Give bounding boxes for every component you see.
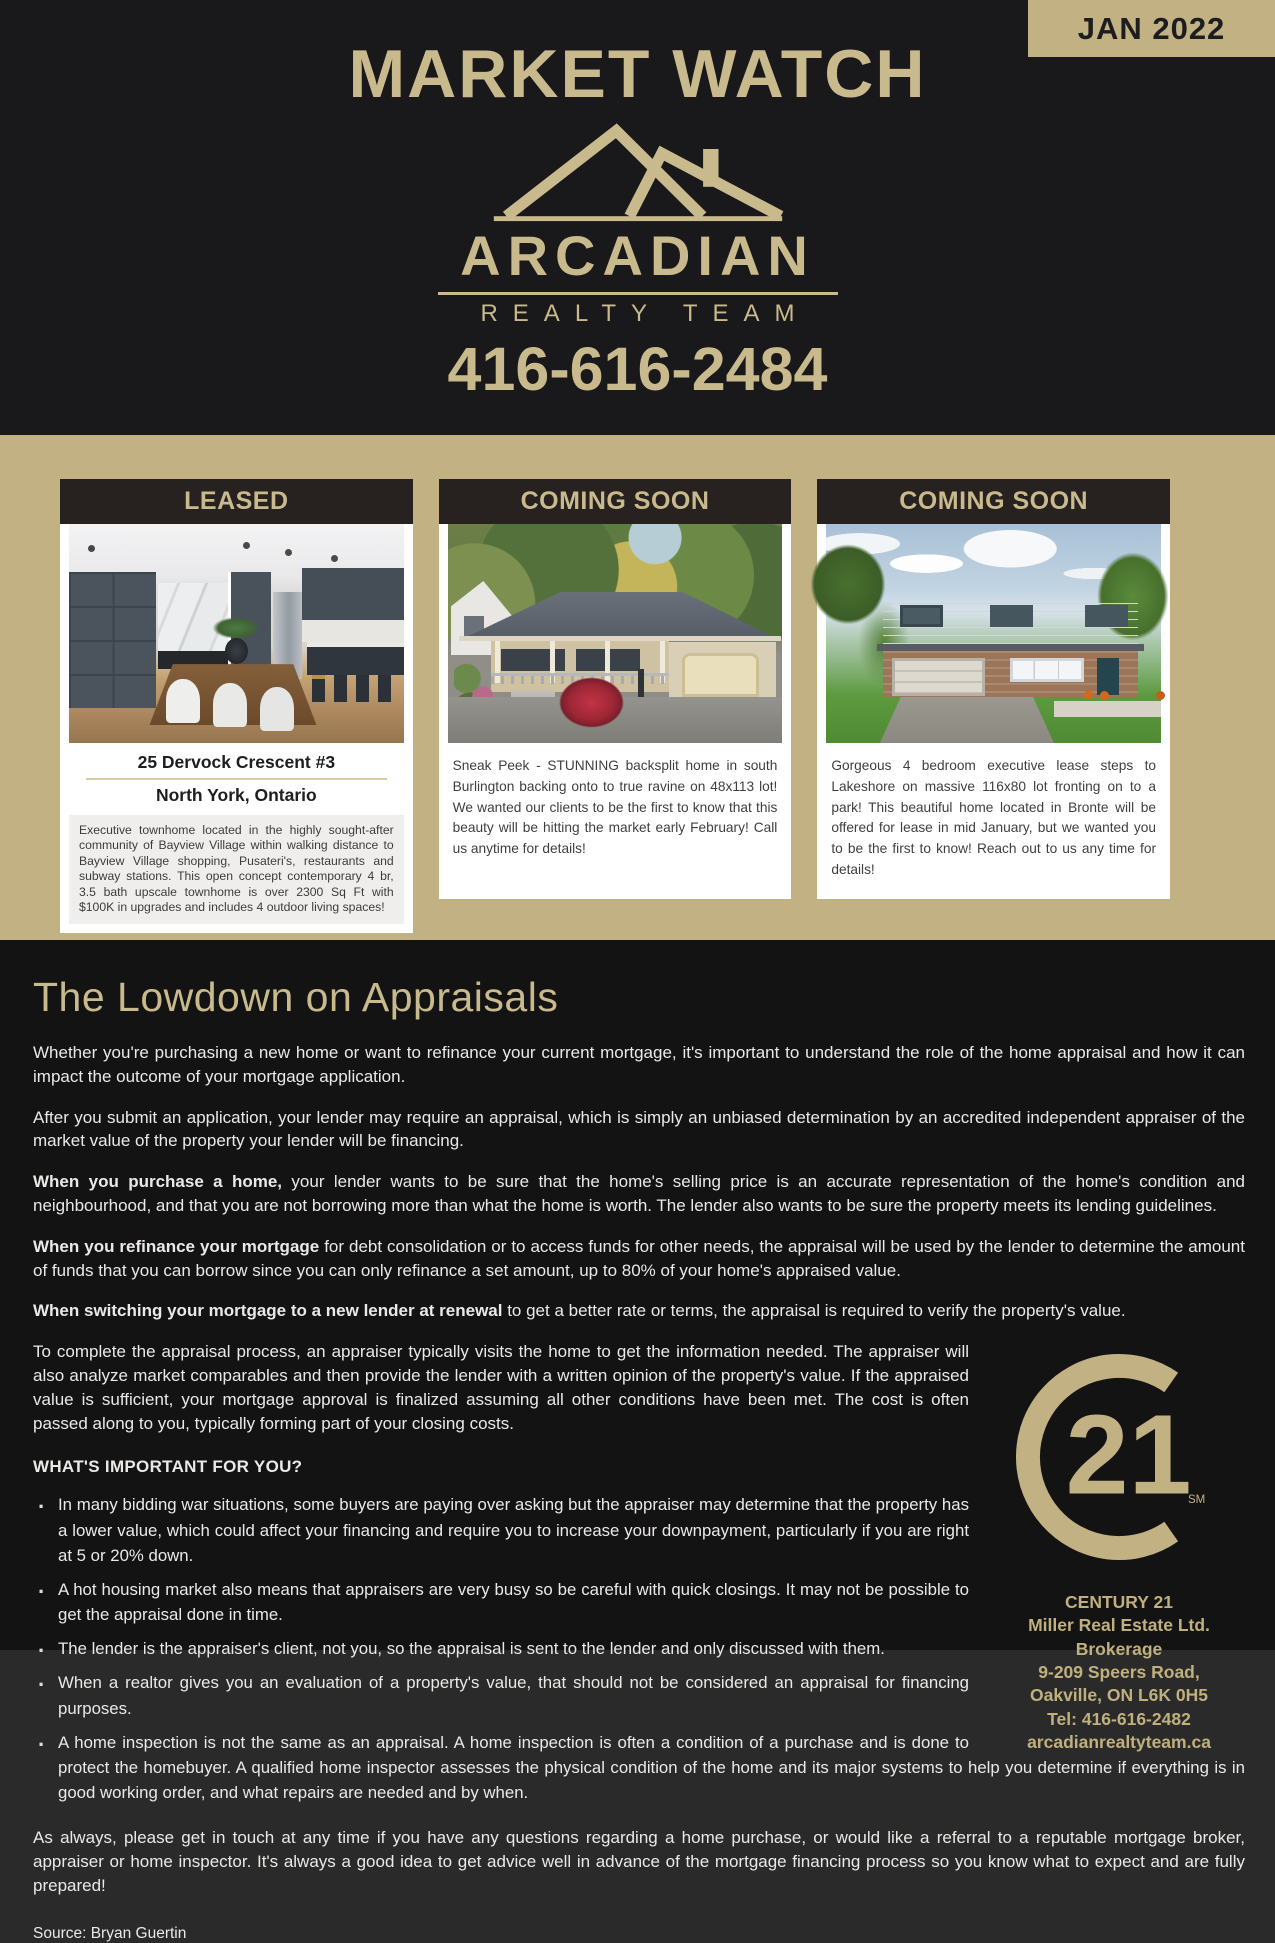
list-item: · In many bidding war situations, some buyers are paying over asking but the appraiser may determine that the property has a lower value, which could affect your financing and require you to increase your downpayment, particularly if you are right at 5 or 20% down. (33, 1492, 1245, 1568)
listing-description: Gorgeous 4 bedroom executive lease steps to Lakeshore on massive 116x80 lot fronting on to a park! This beautiful home located in Bronte will be offered for lease in mid January, but we wanted you to be the first to know! Reach out to us any time for details! (831, 758, 1157, 878)
listing-card-leased (60, 479, 413, 933)
source-credit: Source: Bryan Guertin (33, 1924, 187, 1942)
date-badge: JAN 2022 (1028, 0, 1275, 57)
listing-status-badge: LEASED (60, 479, 413, 524)
list-item: · When a realtor gives you an evaluation of a property's value, that should not be considered an appraisal for financing purposes. (33, 1670, 1245, 1720)
paragraph-text: your lender wants to be sure that the home's selling price is an accurate representation of the home's condition and neighbourhood, and that you are not borrowing more than what the home is worth. The lender also wants to be sure the property meets its lending guidelines. (33, 1172, 1245, 1215)
property-photo-kitchen (69, 524, 404, 743)
listing-description: Sneak Peek - STUNNING backsplit home in south Burlington backing onto to true ravine on 48x113 lot! We wanted our clients to be the first to know that this beauty will be hitting the market early February! Call us anytime for details! (452, 758, 778, 857)
century21-logo-number: 21 (1065, 1391, 1192, 1518)
listing-address-line2: North York, Ontario (155, 785, 317, 805)
article-section (0, 940, 1275, 1942)
listing-status-badge: COMING SOON (817, 479, 1170, 524)
paragraph-lead: When switching your mortgage to a new lender at renewal (33, 1301, 503, 1321)
brokerage-name: CENTURY 21 (1065, 1592, 1173, 1613)
brokerage-city: Oakville, ON L6K 0H5 (1030, 1685, 1208, 1706)
paragraph-text: After you submit an application, your lender may require an appraisal, which is simply an unbiased determination by an accredited independent appraiser of the market value of the property your lender will be financing. (33, 1107, 1245, 1151)
listing-card-coming-soon-2 (817, 479, 1170, 899)
listing-status-badge: COMING SOON (439, 479, 792, 524)
brokerage-type: Brokerage (1075, 1638, 1163, 1659)
address-divider (86, 778, 387, 780)
paragraph-text: Whether you're purchasing a new home or want to refinance your current mortgage, it's important to understand the role of the home appraisal and how it can impact the outcome of your mortgage application. (33, 1043, 1245, 1086)
masthead-phone: 416-616-2484 (447, 335, 828, 403)
article-paragraph (33, 1235, 1245, 1283)
brand-subtitle: REALTY TEAM (480, 300, 810, 327)
paragraph-text: to get a better rate or terms, the appraisal is required to verify the property's value. (502, 1301, 1126, 1321)
brand-divider (438, 292, 838, 295)
brokerage-phone: Tel: 416-616-2482 (1047, 1708, 1191, 1729)
newsletter-title: MARKET WATCH (348, 36, 927, 112)
list-item: · A hot housing market also means that appraisers are very busy so be careful with quick closings. It may not be possible to get the appraisal done in time. (33, 1577, 1245, 1627)
closing-paragraph: As always, please get in touch at any time if you have any questions regarding a home purchase, or would like a referral to a reputable mortgage broker, appraiser or home inspector. It's always a good idea to get advice well in advance of the mortgage financing process so you know what to expect and are fully prepared! (33, 1828, 1245, 1896)
article-subheading: WHAT'S IMPORTANT FOR YOU? (33, 1457, 303, 1477)
paragraph-lead: When you purchase a home, (33, 1172, 283, 1192)
masthead (0, 0, 1275, 435)
listing-description: Executive townhome located in the highly sought-after community of Bayview Village within walking distance to Bayview Village shopping, Pusateri's, restaurants and subway stations. This open concept contemporary 4 br, 3.5 bath upscale townhome is over 2300 Sq Ft with $100K in upgrades and includes 4 outdoor living spaces! (69, 815, 404, 924)
brokerage-street: 9-209 Speers Road, (1038, 1661, 1200, 1682)
listings-band (0, 435, 1275, 940)
brokerage-website-link[interactable]: arcadianrealtyteam.ca (1027, 1731, 1211, 1752)
article-paragraph (33, 1299, 1245, 1323)
brand-name: ARCADIAN (460, 224, 815, 287)
article-paragraph (33, 1170, 1245, 1218)
century21-logo-servicemark: SM (1188, 1494, 1206, 1507)
article-title: The Lowdown on Appraisals (33, 974, 559, 1020)
paragraph-text: To complete the appraisal process, an appraiser typically visits the home to get the information needed. The appraiser will also analyze market comparables and then provide the lender with a written opinion of the property's value. If the appraised value is sufficient, your mortgage approval is finalized assuming all other conditions have been met. The cost is often passed along to you, typically forming part of your closing costs. (33, 1342, 969, 1433)
key-points-list (33, 1492, 1245, 1805)
property-photo-two-storey (826, 524, 1161, 743)
paragraph-text: for debt consolidation or to access funds for other needs, the appraisal will be used by the lender to determine the amount of funds that you can borrow since you can only refinance a set amount, up to 80% of your home's appraised value. (33, 1236, 1245, 1280)
list-item: · The lender is the appraiser's client, not you, so the appraisal is sent to the lender and only discussed with them. (33, 1636, 1245, 1661)
listing-card-coming-soon-1 (439, 479, 792, 899)
article-paragraph (33, 1106, 1245, 1154)
property-photo-bungalow (448, 524, 783, 743)
list-item: · A home inspection is not the same as an appraisal. A home inspection is often a condition of a purchase and is done to protect the homebuyer. A qualified home inspector assesses the physical condition of the home and its major systems to help you determine if everything is in good working order, and what repairs are needed and by when. (33, 1730, 1245, 1806)
arcadian-roof-logo-icon (438, 114, 838, 226)
paragraph-lead: When you refinance your mortgage (33, 1236, 320, 1256)
article-paragraph (33, 1041, 1245, 1089)
brokerage-company: Miller Real Estate Ltd. (1028, 1615, 1210, 1636)
listing-address-line1: 25 Dervock Crescent #3 (137, 752, 336, 772)
